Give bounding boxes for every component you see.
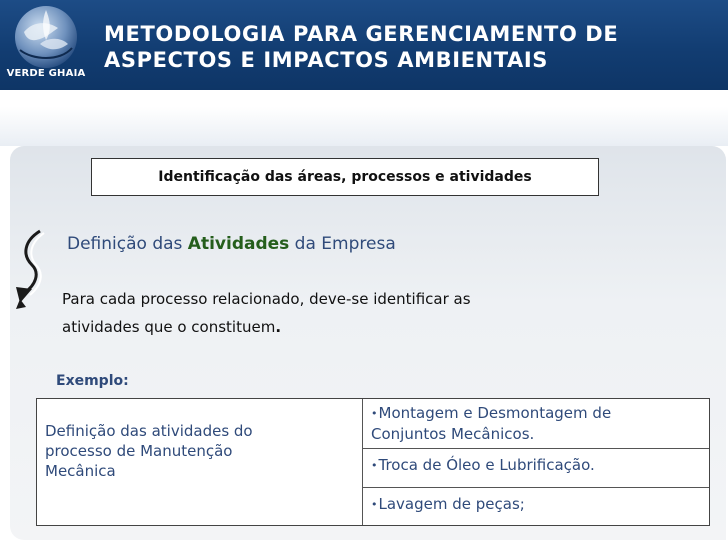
definition-emphasis: Atividades (187, 234, 290, 254)
curved-arrow-icon (14, 227, 54, 311)
section-title-box (91, 158, 599, 196)
page-title-line-2: ASPECTOS E IMPACTOS AMBIENTAIS (104, 48, 549, 72)
table-row (363, 399, 709, 449)
definition-suffix: da Empresa (289, 234, 396, 254)
list-item-continuation: Conjuntos Mecânicos. (371, 425, 535, 443)
table-left-cell (37, 399, 363, 525)
example-table (36, 398, 710, 526)
table-row (363, 488, 709, 525)
logo-text: VERDE GHAIA (6, 68, 86, 79)
definition-heading (67, 234, 396, 254)
section-title: Identificação das áreas, processos e atividades (158, 169, 532, 185)
list-item-text: Lavagem de peças; (378, 495, 525, 513)
page-title-line-1: METODOLOGIA PARA GERENCIAMENTO DE (104, 22, 619, 46)
paragraph-line-2 (62, 318, 281, 336)
left-cell-line: Definição das atividades do (45, 422, 253, 440)
bullet-icon: • (371, 407, 378, 420)
globe-leaf-logo-icon (6, 4, 86, 70)
paragraph-line-1: Para cada processo relacionado, deve-se identificar as (62, 290, 471, 308)
bullet-icon: • (371, 498, 378, 511)
paragraph-line-2-text: atividades que o constituem (62, 318, 276, 336)
left-cell-line: Mecânica (45, 462, 116, 480)
header-bar (0, 0, 728, 90)
list-item (371, 494, 701, 515)
verde-ghaia-logo (6, 4, 86, 86)
definition-prefix: Definição das (67, 234, 188, 254)
example-label: Exemplo: (56, 373, 129, 389)
paragraph-line-2-end: . (275, 318, 282, 336)
header-shadow-band (0, 90, 728, 146)
left-cell-line: processo de Manutenção (45, 442, 233, 460)
list-item-text: Montagem e Desmontagem de (378, 404, 612, 422)
table-row (363, 449, 709, 488)
bullet-icon: • (371, 459, 378, 472)
list-item (371, 403, 701, 424)
list-item (371, 455, 701, 476)
list-item-text: Troca de Óleo e Lubrificação. (378, 456, 595, 474)
